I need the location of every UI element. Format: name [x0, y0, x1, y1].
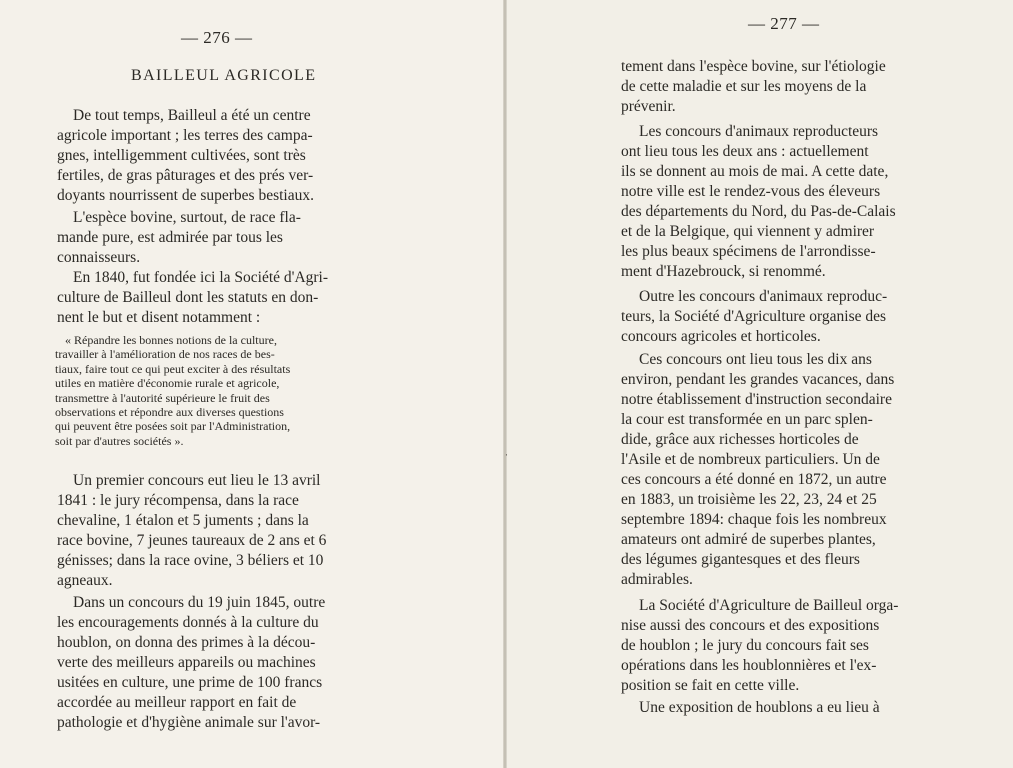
- left-page: [0, 0, 505, 768]
- left-page-number: — 276 —: [181, 28, 253, 47]
- right-paragraph-3: Outre les concours d'animaux reproduc- teurs, la Société d'Agriculture organise des concours agricoles et horticoles.: [621, 288, 888, 345]
- right-page: [507, 0, 1013, 768]
- left-paragraph-5: Dans un concours du 19 juin 1845, outre les encouragements donnés à la culture du houblon, on donna des primes à la décou- verte des meilleurs appareils ou machines usitées en culture, une prime de 100 francs accordée au meilleur rapport en fait de pathologie et d'hygiène animale sur l'avor-: [57, 594, 326, 731]
- right-paragraph-4: Ces concours ont lieu tous les dix ans environ, pendant les grandes vacances, dans notre établissement d'instruction secondaire la cour est transformée en un parc splen- dide, grâce aux richesses horticoles de l'Asile et de nombreux particuliers. Un de ces concours a été donné en 1872, un autre en 1883, un troisième les 22, 23, 24 et 25 septembre 1894: chaque fois les nombreux amateurs ont admiré de superbes plantes, des légumes gigantesques et des fleurs admirables.: [621, 351, 895, 588]
- left-paragraph-1: De tout temps, Bailleul a été un centre agricole important ; les terres des campa- gnes, intelligemment cultivées, sont très fertiles, de gras pâturages et des prés ver- doyants nourrissent de superbes bestiaux.: [57, 107, 314, 204]
- left-paragraph-4: Un premier concours eut lieu le 13 avril 1841 : le jury récompensa, dans la race chevaline, 1 étalon et 5 juments ; dans la race bovine, 7 jeunes taureaux de 2 ans et 6 génisses; dans la race ovine, 3 béliers et 10 agneaux.: [57, 472, 327, 589]
- right-paragraph-6: Une exposition de houblons a eu lieu à: [639, 699, 880, 716]
- right-paragraph-2: Les concours d'animaux reproducteurs ont lieu tous les deux ans : actuellement ils se donnent au mois de mai. A cette date, notre ville est le rendez-vous des éleveurs des départements du Nord, du Pas-de-Calais et de la Belgique, qui viennent y admirer les plus beaux spécimens de l'arrondisse- ment d'Hazebrouck, si renommé.: [621, 123, 896, 280]
- right-paragraph-5: La Société d'Agriculture de Bailleul orga- nise aussi des concours et des expositions de houblon ; le jury du concours fait ses opérations dans les houblonnières et l'ex- position se fait en cette ville.: [621, 597, 899, 694]
- left-paragraph-2: L'espèce bovine, surtout, de race fla- mande pure, est admirée par tous les connaisseurs.: [57, 209, 301, 266]
- right-paragraph-1: tement dans l'espèce bovine, sur l'étiologie de cette maladie et sur les moyens de la prévenir.: [621, 58, 886, 115]
- left-paragraph-3: En 1840, fut fondée ici la Société d'Agri- culture de Bailleul dont les statuts en don- nent le but et disent notamment :: [57, 269, 329, 326]
- right-page-number: — 277 —: [748, 14, 820, 33]
- chapter-title: BAILLEUL AGRICOLE: [131, 67, 317, 84]
- quoted-statutes: « Répandre les bonnes notions de la culture, travailler à l'amélioration de nos races de bes- tiaux, faire tout ce qui peut exciter à des résultats utiles en matière d'économie rurale et agricole, transmettre à l'autorité supérieure le fruit des observations et répondre aux diverses questions qui peuvent être posées soit par l'Administration, soit par d'autres sociétés ».: [55, 333, 291, 448]
